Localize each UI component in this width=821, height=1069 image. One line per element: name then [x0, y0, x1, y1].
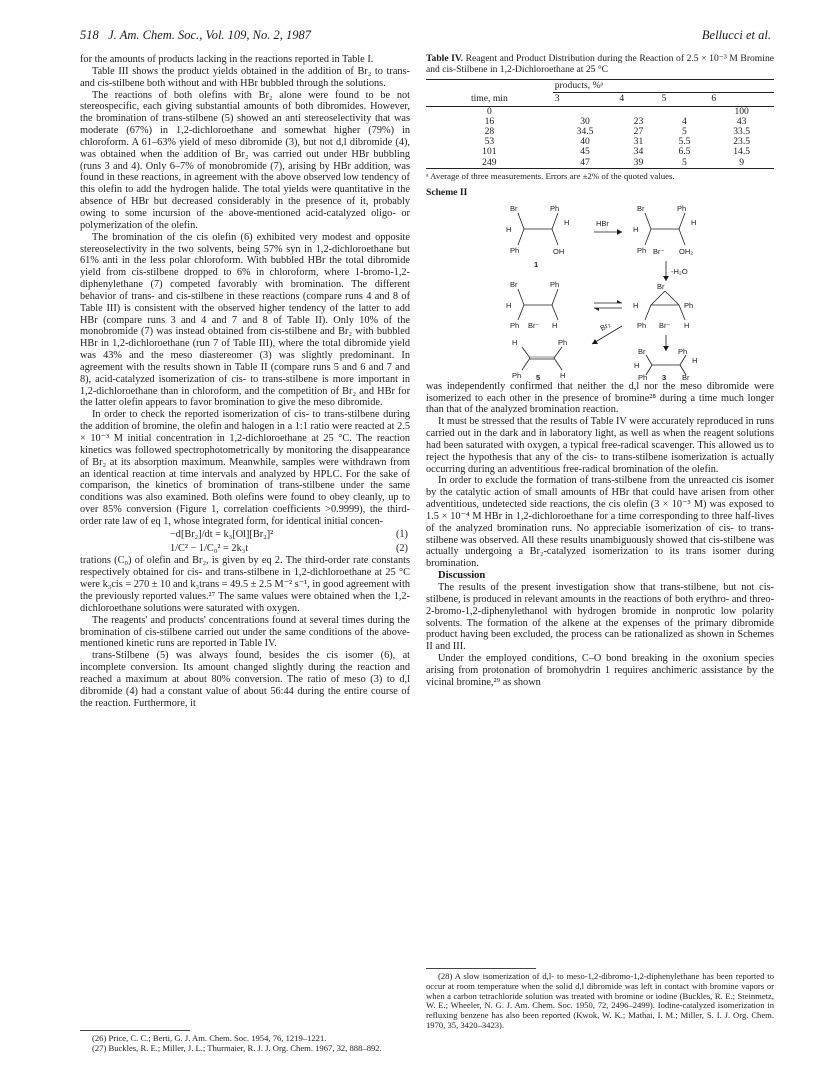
structure-carbocation: [506, 280, 559, 330]
atom-ph: Ph: [550, 203, 560, 213]
atom-br: Br: [510, 203, 518, 213]
cell: 33.5: [733, 126, 751, 137]
cell: 14.5: [733, 146, 751, 158]
page-header: [80, 28, 771, 46]
atom-br: Br: [638, 346, 646, 356]
cell: 5: [682, 156, 687, 168]
paragraph: Under the employed conditions, C–O bond breaking in the oxonium species arising from protonation of bromohydrin 1 requires anchimeric assistance by the vicinal bromine,²⁹ as shown: [426, 653, 774, 688]
atom-h: H: [506, 300, 512, 310]
table-row: [426, 137, 774, 147]
table-caption: [426, 54, 774, 75]
atom-oh2: OH₂: [679, 246, 694, 256]
table-row: [426, 117, 774, 127]
compound-label-5: 5: [536, 372, 541, 381]
cell: 53: [484, 136, 495, 148]
group-header: [553, 80, 774, 93]
paragraph: Table III shows the product yields obtained in the addition of Br₂ to trans- and cis-stilbene both without and with HBr bubbled through the solutions.: [80, 65, 410, 89]
atom-h: H: [633, 224, 639, 234]
paragraph: It must be stressed that the results of Table IV were accurately reproduced in runs carried out in the dark and in laboratory light, as well as when the reagent solutions had been saturated with oxygen, a typical free-radical scavenger. This allowed us to reject the hypothesis that any of the cis- to trans-stilbene isomerization is actually occurring during an adventitious free-radical bromination of the olefin.: [426, 416, 774, 475]
cell: 5: [682, 126, 687, 137]
table-row: [426, 158, 774, 169]
equation-number: (2): [395, 542, 408, 554]
atom-h: H: [506, 224, 512, 234]
cell: 27: [633, 126, 644, 137]
cell: 16: [484, 115, 495, 127]
paragraph: In order to exclude the formation of trans-stilbene from the unreacted cis isomer by the catalytic action of small amounts of HBr that could have arisen from other adventitious, undetected side reactions, the cis olefin (3 × 10⁻³ M) was exposed to 1.5 × 10⁻⁴ M HBr in 1,2-dichloroethane for a time corresponding to three half-lives of the analyzed bromination runs. No appreciable isomerization of cis- to trans-stilbene was observed. All these results unambiguously showed that cis-stilbene was actually undergoing a Br₂-catalyzed isomerization to its trans isomer during bromination.: [426, 475, 774, 570]
atom-ph: Ph: [678, 346, 688, 356]
equilibrium-arrows: [594, 300, 622, 311]
right-footnotes: [426, 972, 774, 1031]
footnote-27: (27) Buckles, R. E.; Miller, J. L.; Thurmaier, R. J. J. Org. Chem. 1967, 32, 888–892.: [92, 1042, 382, 1053]
atom-br: Br: [682, 372, 690, 381]
col-header-time: time, min: [426, 93, 553, 106]
atom-h: H: [552, 320, 558, 330]
atom-h: H: [684, 320, 690, 330]
cell: 6.5: [678, 146, 691, 158]
equation-1: [80, 528, 410, 542]
right-column: [426, 54, 774, 689]
cell: 100: [734, 105, 749, 117]
cell: 30: [580, 115, 590, 127]
scheme-title: Scheme II: [426, 186, 468, 198]
col-header: 5: [660, 93, 710, 106]
bromide-ion: Br⁻: [653, 246, 665, 256]
cell: 40: [580, 136, 590, 148]
cell: 9: [739, 156, 745, 168]
group-header-text: products, %ᵃ: [554, 80, 604, 92]
scheme-ii-diagram: [426, 199, 774, 381]
cell: 39: [633, 156, 644, 168]
cell: 31: [633, 136, 644, 148]
compound-label-1: 1: [534, 259, 539, 269]
cell: 0: [486, 105, 492, 117]
running-author: Bellucci et al.: [701, 28, 771, 42]
cell: 47: [580, 156, 590, 168]
footnote-26: (26) Price, C. C.; Berti, G. J. Am. Chem. Soc. 1954, 76, 1219–1221.: [92, 1033, 327, 1043]
col-header: 3: [553, 93, 618, 106]
footnote-rule: [80, 1030, 190, 1031]
cell: 5.5: [678, 136, 691, 148]
atom-br: Br: [637, 203, 645, 213]
paragraph: In order to check the reported isomerization of cis- to trans-stilbene during the addition of bromine, the olefin and halogen in a 1:1 ratio were reacted at 2.5 × 10⁻³ M initial concentration in 1,2-dichloroethane at 25 °C. The reaction kinetics was followed spectrophotometrically by monitoring the disappearance of Br₂ at its absorption maximum. Meanwhile, samples were withdrawn from an identical reaction at time intervals and analyzed by HPLC. For the sake of comparison, the kinetics of bromination of trans-stilbene under the same conditions was also examined. Both olefins were found to obey cleanly, up to over 85% conversion (Figure 1, correlation coefficients >0.9999), the third-order rate law of eq 1, whose integrated form, for identical initial concen-: [80, 409, 410, 527]
arrow-br2: [592, 319, 622, 343]
atom-ph: Ph: [510, 320, 520, 330]
structure-1: [506, 204, 569, 269]
atom-ph: Ph: [637, 320, 647, 330]
paragraph: trations (C₀) of olefin and Br₂, is given by eq 2. The third-order rate constants respectively obtained for cis- and trans-stilbene in 1,2-dichloroethane at 25 °C were k₃cis = 270 ± 10 and k₃trans = 49.5 ± 2.5 M⁻² s⁻¹, in good agreement with the previously reported values.²⁷ The same values were obtained when the 1,2-dichloroethane solutions were saturated with oxygen.: [80, 555, 410, 614]
atom-h: H: [512, 337, 518, 347]
cell: 45: [580, 146, 590, 158]
structure-bromonium: [633, 282, 693, 330]
table-caption-text: Reagent and Product Distribution during the Reaction of 2.5 × 10⁻³ M Bromine and cis-Stilbene in 1,2-Dichloroethane at 25 °C: [426, 53, 774, 75]
paragraph: The reagents' and products' concentrations found at several times during the bromination of cis-stilbene carried out under the same conditions of the above-mentioned kinetic runs are reported in Table IV.: [80, 614, 410, 650]
paragraph: trans-Stilbene (5) was always found, besides the cis isomer (6), at incomplete conversion. Its amount changed slightly during the reaction and reached a maximum at about 80% conversion. The ratio of meso (3) to d,l dibromide (4) had a constant value of about 56:44 during the entire course of the reaction. Furthermore, it: [80, 650, 410, 709]
equation-number: (1): [395, 528, 408, 540]
table-row: [426, 106, 774, 117]
footnote-rule: [426, 968, 536, 969]
structure-oxonium: [633, 204, 696, 256]
reagent-br2: Br₂: [598, 319, 613, 333]
section-heading-discussion: Discussion: [438, 570, 486, 582]
reagent-hbr: HBr: [596, 218, 609, 228]
atom-h: H: [633, 300, 639, 310]
atom-h: H: [691, 217, 697, 227]
equation-text: 1/C² − 1/C₀² = 2k₃t: [170, 542, 249, 554]
atom-h: H: [564, 217, 570, 227]
footnote-28: (28) A slow isomerization of d,l- to meso-1,2-dibromo-1,2-diphenylethane has been reported to occur at room temperature when the solid d,l dibromide was left in contact with bromine vapors or when a carbon tetrachloride solution was treated with bromine or iodine (Buckles, R. E.; Steinmetz, W. E.; Wheeler, N. G. J. Am. Chem. Soc. 1950, 72, 2496–2499). Iodine-catalyzed isomerization in refluxing benzene has also been reported (Kwok, W. K.; Mathai, I. M.; Miller, S. I. J. Org. Chem. 1970, 35, 3420–3423).: [426, 971, 774, 1030]
atom-h: H: [560, 370, 566, 380]
bromide-ion: Br⁻: [659, 320, 671, 330]
atom-oh: OH: [553, 246, 565, 256]
cell: 34: [633, 146, 644, 158]
atom-h: H: [634, 360, 640, 370]
table-label: Table IV.: [426, 53, 463, 64]
paragraph: The reactions of both olefins with Br₂ alone were found to be not stereospecific, each giving substantial amounts of both dibromides. However, the bromination of trans-stilbene (5) showed an anti stereoselectivity that was moderate (67%) in 1,2-dichloroethane and somewhat higher (79%) in chloroform. A 61–63% yield of meso dibromide (3), but not d,l dibromide (4), was obtained when the addition of Br₂ was carried out under HBr bubbling (runs 3 and 4). Only 6–7% of monobromide (7), arising by HBr addition, was found in these reactions, in agreement with the above observed low tendency of this olefin to add the hydrogen halide. The total yields were quantitative in the absence of HBr but decreased considerably in the presence of it, probably owing to some incursion of the above-mentioned acid-catalyzed oligo- or polymerization of the olefin.: [80, 89, 410, 231]
cell: 23: [633, 115, 644, 127]
equation-text: −d[Br₂]/dt = k₃[Ol][Br₂]²: [170, 528, 274, 540]
atom-br: Br: [657, 281, 665, 291]
atom-br: Br: [510, 279, 518, 289]
cell: 101: [482, 146, 497, 158]
atom-ph: Ph: [550, 279, 560, 289]
cell: 4: [682, 115, 687, 127]
atom-ph: Ph: [677, 203, 687, 213]
compound-label-3: 3: [662, 372, 667, 381]
table-footnote: ᵃ Average of three measurements. Errors are ±2% of the quoted values.: [426, 170, 675, 181]
paragraph: The bromination of the cis olefin (6) exhibited very modest and opposite stereoselectivity in the two solvents, being 57% syn in 1,2-dichloroethane but 61% anti in the less polar chloroform. With bubbled HBr the total dibromide yield from cis-stilbene dropped to 6% in chloroform, where 1-bromo-1,2-diphenylethane (7) competed favorably with bromination. The different behavior of trans- and cis-stilbene in these reactions (compare runs 4 and 8 of Table III) is consistent with the observed higher tendency of the latter to add HBr (compare runs 3 and 4 and 7 and 8 of Table II). Only 10% of the monobromide (7) was instead obtained from cis-stilbene and Br₂ with bubbled HBr in 1,2-dichloroethane (run 7 of Table III), where the total dibromide yield was 43% and the meso diastereomer (3) was slightly predominant. In agreement with the results shown in Table II (compare runs 5 and 6 and 7 and 8), acid-catalyzed isomerization of cis- to trans-stilbene is more important in 1,2-dichloroethane than in chloroform, and the competition of Br₂ and HBr for the latter olefin appears to favor bromination to give the meso dibromide.: [80, 231, 410, 409]
left-footnotes: [80, 1034, 410, 1054]
col-header: 6: [709, 93, 774, 106]
atom-ph: Ph: [512, 370, 522, 380]
atom-h: H: [692, 355, 698, 365]
cell: 43: [736, 115, 747, 127]
equation-2: [80, 542, 410, 556]
journal-title: J. Am. Chem. Soc., Vol. 109, No. 2, 1987: [108, 28, 312, 42]
atom-ph: Ph: [638, 372, 648, 381]
paragraph: The results of the present investigation show that trans-stilbene, but not cis-stilbene, is produced in relevant amounts in the reactions of both erythro- and threo-2-bromo-1,2-diphenylethanol with hydrogen bromide in nonprotic low polarity solvents. The formation of the alkene at the expenses of the primary dibromide product having been excluded, the process can be rationalized as shown in Schemes II and III.: [426, 582, 774, 653]
cell: 23.5: [733, 136, 751, 148]
cell: 28: [484, 126, 495, 137]
structure-5: [512, 338, 567, 381]
table-row: [426, 147, 774, 157]
cell: 249: [482, 156, 497, 168]
page-number: 518: [80, 28, 99, 42]
table-row: [426, 127, 774, 137]
structure-3: [634, 347, 697, 381]
bromide-ion: Br⁻: [528, 320, 540, 330]
arrow-hbr: [594, 219, 622, 235]
arrow-down: [663, 335, 669, 351]
cell: 34.5: [576, 126, 594, 137]
col-header: 4: [617, 93, 659, 106]
paragraph: for the amounts of products lacking in the reactions reported in Table I.: [80, 54, 374, 65]
atom-ph: Ph: [637, 245, 647, 255]
atom-ph: Ph: [558, 337, 568, 347]
atom-ph: Ph: [510, 245, 520, 255]
atom-ph: Ph: [684, 300, 694, 310]
left-column: [80, 54, 410, 709]
minus-water-label: -H₂O: [671, 266, 688, 276]
paragraph: was independently confirmed that neither the d,l nor the meso dibromide were isomerized to each other in the presence of bromine²⁸ during a time much longer than that of the analyzed bromination reaction.: [426, 380, 774, 416]
arrow-minus-water: [663, 261, 688, 281]
table-iv: [426, 79, 774, 169]
